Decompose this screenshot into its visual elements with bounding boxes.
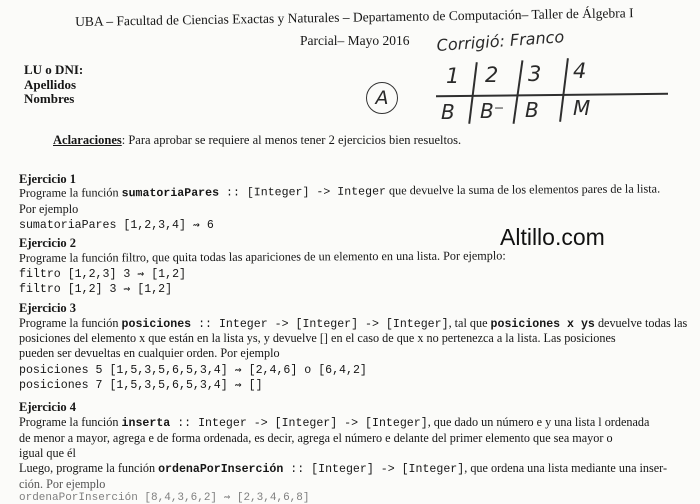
ej2-statement: Programe la función filtro, que quita todas las apariciones de un elemento en una lista. Por ejemplo: — [19, 248, 506, 265]
grade-header-4: 4 — [573, 59, 587, 83]
ej1-statement: Programe la función sumatoriaPares :: [Integer] -> Integer que devuelve la suma de los elementos pares de la lista. — [19, 181, 661, 201]
grade-header-2: 2 — [485, 63, 499, 87]
grade-ej4: M — [573, 96, 591, 120]
ej3-statement-3: pueden ser devueltas en cualquier orden. Por ejemplo — [19, 346, 280, 360]
header-subtitle: Parcial– Mayo 2016 — [300, 33, 410, 48]
header-title: UBA – Facultad de Ciencias Exactas y Naturales – Departamento de Computación– Taller de Álgebra I — [75, 5, 634, 29]
ej1-example-label: Por ejemplo — [19, 202, 79, 216]
ej3-statement-2: posiciones del elemento x que están en la lista ys, y devuelve [] en el caso de que x no pertenezca a la lista. Las posiciones — [19, 331, 616, 345]
nombres-field-label: Nombres — [24, 91, 75, 106]
ej3-signature: :: Integer -> [Integer] -> [Integer] — [191, 318, 449, 331]
grade-header-3: 3 — [528, 62, 542, 86]
ej4-signature-2: :: [Integer] -> [Integer] — [283, 463, 465, 476]
watermark: Altillo.com — [500, 224, 605, 250]
grade-header-1: 1 — [446, 64, 460, 88]
ej4-statement-1: Programe la función inserta :: Integer -> [Integer] -> [Integer], que dado un número e y una lista l ordenada — [19, 415, 650, 430]
ej4-statement-3: igual que él — [19, 446, 76, 460]
ej4-example-1: ordenaPorInserción [8,4,3,6,2] ⇝ [2,3,4,6,8] — [19, 492, 310, 504]
ej4-statement-2: de menor a mayor, agrega e de forma ordenada, es decir, agrega el número e delante del primer elemento que sea mayor o — [19, 431, 613, 445]
ej4-statement-5: ción. Por ejemplo — [19, 477, 106, 491]
ej3-function-name: posiciones — [121, 318, 192, 331]
ej4-function-name-2: ordenaPorInserción — [158, 463, 284, 476]
ej1-signature: :: [Integer] -> Integer — [218, 185, 387, 200]
instructions — [53, 133, 461, 148]
ej2-title: Ejercicio 2 — [19, 236, 77, 250]
ej2-example-1: filtro [1,2,3] 3 ⇝ [1,2] — [19, 268, 186, 281]
ej4-statement-4: Luego, programe la función ordenaPorInserción :: [Integer] -> [Integer], que ordena una lista mediante una inser- — [19, 461, 668, 476]
corrector-note: Corrigió: Franco — [436, 27, 565, 55]
ej4-function-name: inserta — [121, 417, 171, 430]
ej1-title: Ejercicio 1 — [19, 172, 77, 186]
ej2-example-2: filtro [1,2] 3 ⇝ [1,2] — [19, 283, 173, 296]
instructions-text: : Para aprobar se requiere al menos tener 2 ejercicios bien resueltos. — [121, 133, 462, 147]
ej4-title: Ejercicio 4 — [19, 400, 77, 414]
lu-field-label: LU o DNI: — [24, 62, 84, 77]
ej1-function-name: sumatoriaPares — [121, 186, 220, 201]
exam-version-circle: A — [366, 82, 398, 114]
ej3-example-1: posiciones 5 [1,5,3,5,6,5,3,4] ⇝ [2,4,6] o [6,4,2] — [19, 364, 367, 377]
ej4-signature: :: Integer -> [Integer] -> [Integer] — [170, 417, 428, 430]
grade-ej2: B⁻ — [480, 99, 505, 123]
ej3-title: Ejercicio 3 — [19, 301, 77, 315]
ej1-example: sumatoriaPares [1,2,3,4] ⇝ 6 — [19, 219, 214, 232]
instructions-label: Aclaraciones — [53, 133, 122, 147]
grade-ej3: B — [525, 98, 539, 122]
apellidos-field-label: Apellidos — [24, 77, 77, 92]
ej3-example-2: posiciones 7 [1,5,3,5,6,5,3,4] ⇝ [] — [19, 379, 263, 392]
ej3-statement-1: Programe la función posiciones :: Integer -> [Integer] -> [Integer], tal que posiciones x ys devuelve todas las — [19, 316, 688, 331]
grade-ej1: B — [441, 100, 455, 124]
